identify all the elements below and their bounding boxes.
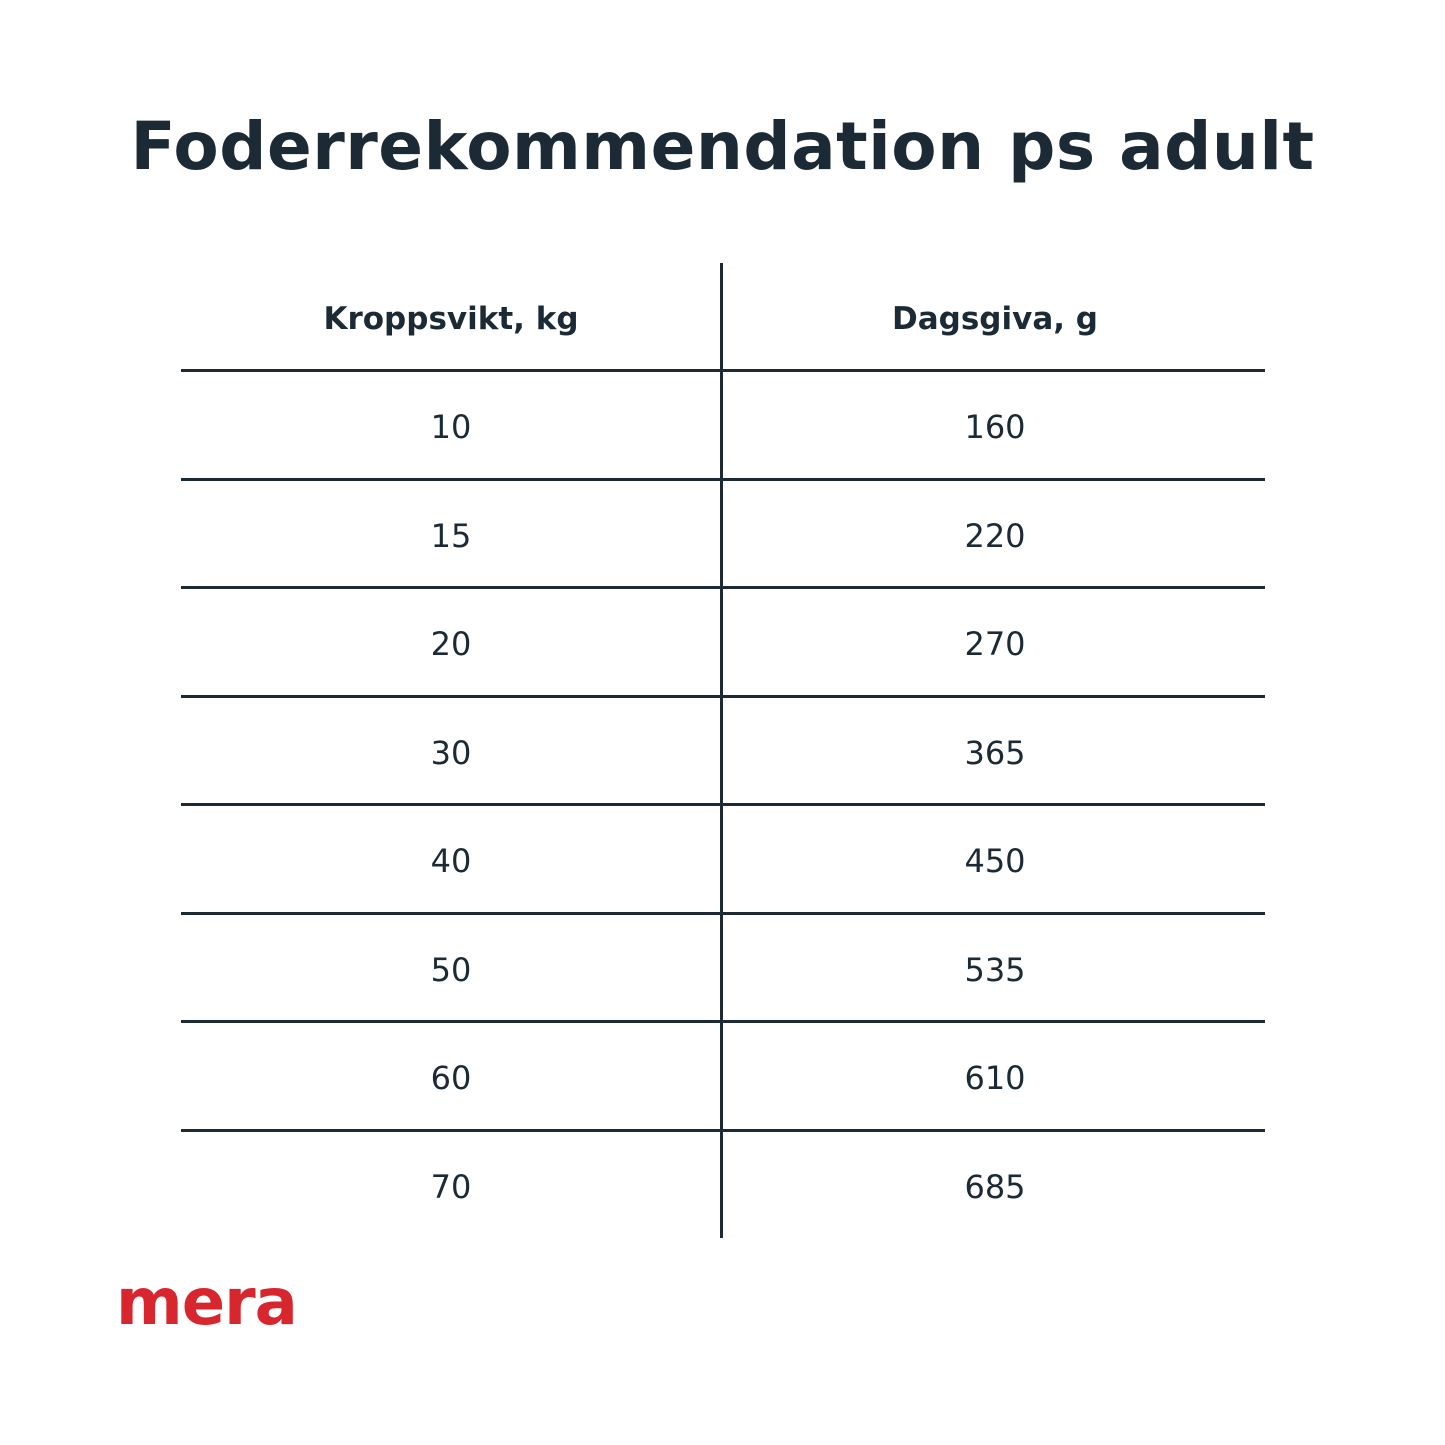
table-header-row (181, 263, 1265, 371)
cell-daily-ration: 610 (964, 1059, 1026, 1097)
cell-body-weight: 20 (430, 625, 472, 663)
cell-body-weight: 15 (430, 516, 472, 555)
cell-daily-ration: 220 (964, 516, 1026, 555)
table-row (181, 803, 1265, 912)
cell-daily-ration: 160 (964, 408, 1026, 446)
cell-body-weight: 50 (430, 950, 472, 989)
table-body (181, 369, 1265, 1237)
table-row (181, 1129, 1265, 1238)
cell-body-weight: 40 (430, 842, 472, 880)
table-row (181, 695, 1265, 804)
cell-daily-ration: 365 (964, 733, 1026, 772)
table-row (181, 1020, 1265, 1129)
table-row (181, 369, 1265, 478)
cell-body-weight: 10 (430, 408, 472, 446)
cell-daily-ration: 685 (964, 1167, 1026, 1206)
table-row (181, 586, 1265, 695)
cell-daily-ration: 535 (964, 950, 1026, 989)
feeding-table (181, 263, 1265, 1238)
header-body-weight: Kroppsvikt, kg (323, 301, 579, 337)
cell-daily-ration: 270 (964, 625, 1026, 663)
cell-body-weight: 60 (430, 1059, 472, 1097)
cell-body-weight: 70 (430, 1167, 472, 1206)
mera-logo: mera (116, 1266, 297, 1340)
page-title: Foderrekommendation ps adult (130, 108, 1315, 185)
cell-daily-ration: 450 (964, 842, 1026, 880)
header-daily-ration: Dagsgiva, g (892, 301, 1098, 337)
table-row (181, 478, 1265, 587)
cell-body-weight: 30 (430, 733, 472, 772)
table-row (181, 912, 1265, 1021)
